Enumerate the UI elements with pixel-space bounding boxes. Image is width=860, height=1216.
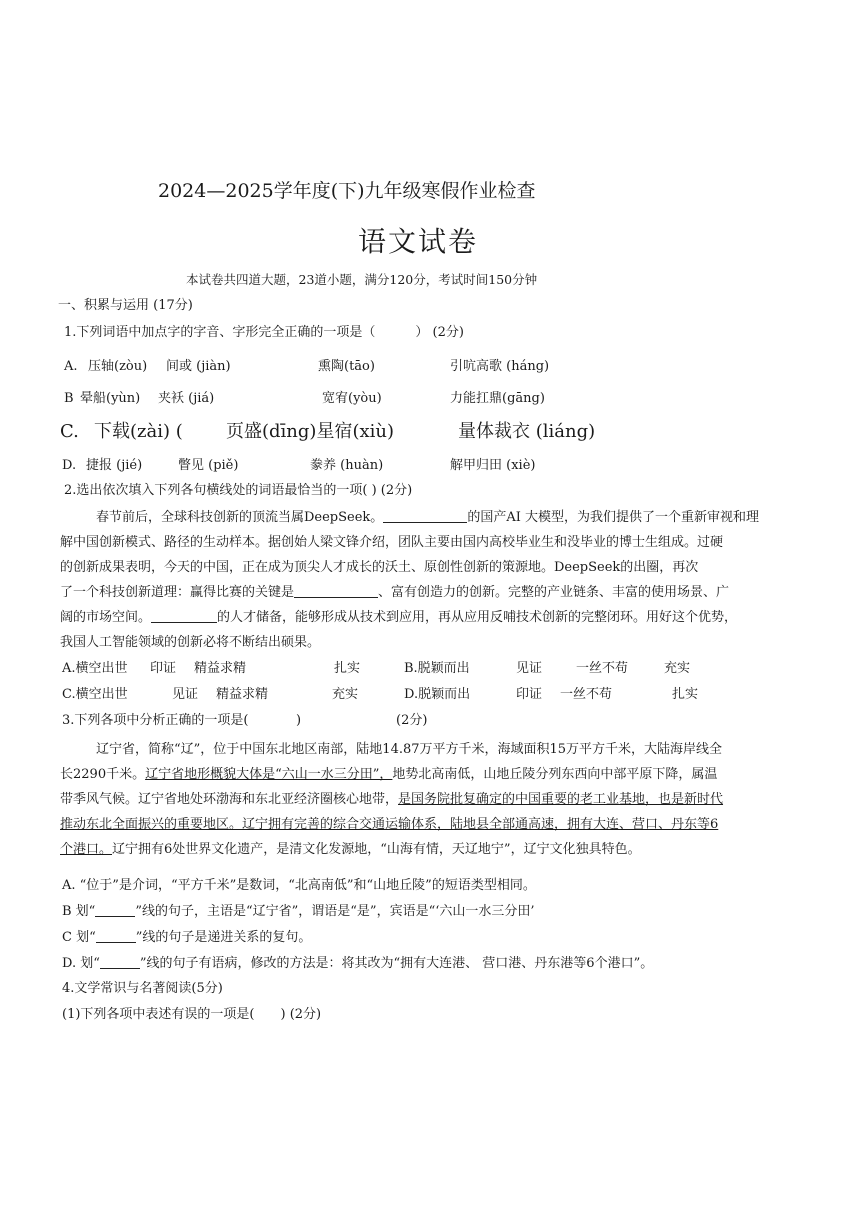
question-2-passage-line <box>60 580 729 605</box>
fill-blank-3 <box>151 608 217 623</box>
fill-blank-2 <box>294 583 378 598</box>
option-word: 量体裁衣 (liáng) <box>458 421 596 442</box>
question-2-passage-line: 我国人工智能领域的创新必将不断结出硕果。 <box>60 635 321 650</box>
passage-text: 长2290千米。 <box>60 767 146 782</box>
question-3-passage-line <box>60 812 718 837</box>
question-3-passage-line <box>60 787 723 812</box>
question-text: 3.下列各项中分析正确的一项是( <box>62 713 249 728</box>
question-3-option-c <box>62 929 311 947</box>
question-3-option-d <box>62 955 653 973</box>
option-text: D. 划“ <box>62 956 100 971</box>
question-score: (2分) <box>396 713 428 728</box>
option-word: 瞥见 (piě) <box>178 458 239 473</box>
option-word: 一丝不苟 <box>560 687 613 702</box>
option-label: B <box>64 391 74 406</box>
question-1-stem-b: ） (2分) <box>415 325 464 340</box>
option-word: 扎实 <box>334 661 361 676</box>
fill-blank-1 <box>383 508 467 523</box>
option-word: 捷报 (jié) <box>86 458 143 473</box>
option-word: D.脱颖而出 <box>404 687 471 702</box>
question-2-passage-line: 解中国创新模式、路径的生动样本。据创始人梁文锋介绍，团队主要由国内高校毕业生和没毕业的博士生组成。过硬 <box>60 535 724 550</box>
option-label: D. <box>62 458 77 473</box>
option-word: 见证 <box>172 687 199 702</box>
option-word: 力能扛鼎(gāng) <box>450 391 545 406</box>
underline-marker <box>96 930 136 943</box>
exam-title: 2024—2025学年度(下)九年级寒假作业检查 <box>158 180 536 202</box>
option-word: C.横空出世 <box>62 687 128 702</box>
question-2-passage-line: 的创新成果表明，今天的中国，正在成为顶尖人才成长的沃土、原创性创新的策源地。DeepSeek的出圈，再次 <box>60 560 699 575</box>
passage-text: 辽宁拥有6处世界文化遗产，是清文化发源地，“山海有情，天辽地宁”，辽宁文化独具特色。 <box>112 842 641 857</box>
option-word: 充实 <box>664 661 691 676</box>
question-3-passage-line <box>60 762 717 787</box>
option-word: A.横空出世 <box>62 661 128 676</box>
option-word: 下载(zài) ( <box>94 421 183 442</box>
passage-text: 阔的市场空间。 <box>60 610 152 625</box>
option-word: B.脱颖而出 <box>404 661 470 676</box>
option-word: 页盛(dīng)星宿(xiù) <box>226 421 394 442</box>
option-word: 见证 <box>516 661 543 676</box>
option-text: ”线的句子有语病，修改的方法是：将其改为“拥有大连港、 营口港、丹东港等6个港口”。 <box>139 956 654 971</box>
option-word: 豢养 (huàn) <box>310 458 384 473</box>
underline-marker <box>100 956 140 969</box>
question-3-option-b <box>62 903 535 921</box>
option-word: 精益求精 <box>216 687 269 702</box>
option-label: C. <box>60 421 79 442</box>
underlined-sentence-3: 个港口。 <box>60 842 113 857</box>
question-3-option-a: A. “位于”是介词，“平方千米”是数词，“北高南低”和“山地丘陵”的短语类型相同。 <box>62 878 536 893</box>
underlined-sentence-2: 是国务院批复确定的中国重要的老工业基地，也是新时代 <box>398 792 724 807</box>
option-word: 引吭高歌 (háng) <box>450 359 550 374</box>
option-text: ”线的句子，主语是“辽宁省”，谓语是“是”，宾语是“‘六山一水三分田’ <box>135 904 535 919</box>
option-text: ”线的句子是递进关系的复句。 <box>135 930 312 945</box>
option-word: 印证 <box>516 687 543 702</box>
option-text: B 划“ <box>62 904 96 919</box>
passage-text: 的人才储备，能够形成从技术到应用，再从应用反哺技术创新的完整闭环。用好这个优势， <box>217 610 738 625</box>
underlined-sentence-1: 辽宁省地形概貌大体是“六山一水三分田”， <box>145 767 393 782</box>
option-label: A. <box>64 359 78 374</box>
subject-title: 语文试卷 <box>358 225 479 258</box>
question-1-stem-a: 1.下列词语中加点字的字音、字形完全正确的一项是（ <box>64 325 376 340</box>
option-word: 解甲归田 (xiè) <box>450 458 536 473</box>
option-word: 印证 <box>150 661 177 676</box>
option-text: C 划“ <box>62 930 96 945</box>
underline-marker <box>95 904 135 917</box>
passage-text: 了一个科技创新道理：赢得比赛的关键是 <box>60 585 295 600</box>
question-4-stem: 4.文学常识与名著阅读(5分) <box>62 981 223 996</box>
option-word: 熏陶(tāo) <box>318 359 375 374</box>
option-word: 压轴(zòu) <box>88 359 148 374</box>
option-word: 充实 <box>332 687 359 702</box>
question-2-passage-line <box>96 505 759 530</box>
passage-text: 带季风气候。辽宁省地处环渤海和东北亚经济圈核心地带， <box>60 792 399 807</box>
underlined-sentence-2-cont: 推动东北全面振兴的重要地区。辽宁拥有完善的综合交通运输体系，陆地县全部通高速，拥有大连、营口、丹东等6 <box>60 817 719 832</box>
passage-text: 的国产AI 大模型，为我们提供了一个重新审视和理 <box>467 510 759 525</box>
passage-text: 地势北高南低，山地丘陵分列东西向中部平原下降，属温 <box>392 767 718 782</box>
option-word: 精益求精 <box>194 661 247 676</box>
question-3-passage-line <box>60 837 641 862</box>
question-2-stem: 2.选出依次填入下列各句横线处的词语最恰当的一项( ) (2分) <box>64 483 413 498</box>
question-4-sub-1 <box>62 1006 321 1024</box>
question-3-passage-line: 辽宁省，简称“辽”，位于中国东北地区南部，陆地14.87万平方千米，海域面积15万平方千米，大陆海岸线全 <box>96 742 723 757</box>
question-text: ) (2分) <box>280 1007 322 1022</box>
option-word: 一丝不苟 <box>576 661 629 676</box>
question-2-passage-line <box>60 605 737 630</box>
option-word: 晕船(yùn) <box>80 391 141 406</box>
question-1-stem <box>64 324 464 342</box>
section-heading: 一、积累与运用 (17分) <box>58 298 193 313</box>
passage-text: 、富有创造力的创新。完整的产业链条、丰富的使用场景、广 <box>378 585 730 600</box>
question-text: ) <box>296 713 302 728</box>
exam-instructions: 本试卷共四道大题，23道小题，满分120分，考试时间150分钟 <box>186 272 538 287</box>
option-word: 间或 (jiàn) <box>166 359 231 374</box>
option-word: 扎实 <box>672 687 699 702</box>
passage-text: 春节前后，全球科技创新的顶流当属DeepSeek。 <box>96 510 384 525</box>
option-word: 宽宥(yòu) <box>322 391 382 406</box>
option-word: 夹袄 (jiá) <box>158 391 215 406</box>
question-text: (1)下列各项中表述有误的一项是( <box>62 1007 255 1022</box>
